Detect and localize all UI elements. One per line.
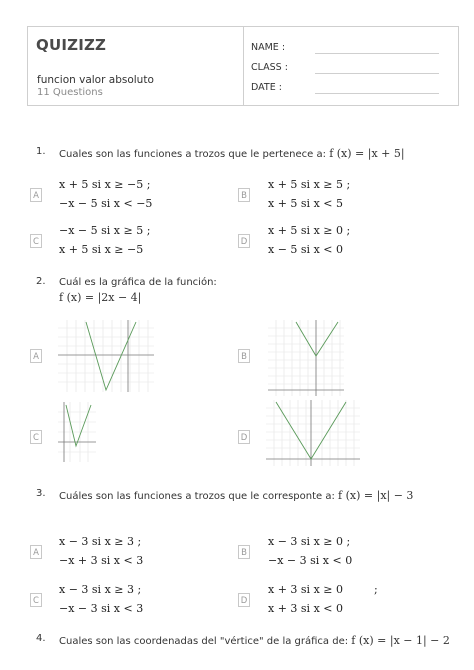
q3-option-a-line1: x − 3 si x ≥ 3 ; [59, 535, 142, 548]
q1-option-a-line2: −x − 5 si x < −5 [59, 197, 153, 210]
question-4-math: f (x) = |x − 1| − 2 [351, 634, 450, 647]
question-3-number: 3. [36, 488, 46, 499]
graph-option-b[interactable] [268, 320, 344, 396]
question-3-math: f (x) = |x| − 3 [338, 489, 414, 502]
quizizz-logo: QUIZIZZ [36, 36, 107, 54]
option-letter-d[interactable]: D [238, 593, 250, 607]
q1-option-c-line1: −x − 5 si x ≥ 5 ; [59, 224, 151, 237]
option-letter-c[interactable]: C [30, 593, 42, 607]
q3-option-d-line2: x + 3 si x < 0 [268, 602, 343, 615]
q1-option-a-line1: x + 5 si x ≥ −5 ; [59, 178, 151, 191]
date-field[interactable] [315, 93, 439, 94]
worksheet-header [27, 26, 459, 106]
date-label: DATE : [251, 82, 282, 93]
q1-option-d-line1: x + 5 si x ≥ 0 ; [268, 224, 351, 237]
option-letter-b[interactable]: B [238, 545, 250, 559]
question-1-math: f (x) = |x + 5| [329, 147, 405, 160]
option-letter-d[interactable]: D [238, 430, 250, 444]
name-label: NAME : [251, 42, 286, 53]
q3-option-c-line1: x − 3 si x ≥ 3 ; [59, 583, 142, 596]
q3-option-a-line2: −x + 3 si x < 3 [59, 554, 144, 567]
option-letter-b[interactable]: B [238, 349, 250, 363]
q1-option-b-line2: x + 5 si x < 5 [268, 197, 343, 210]
q3-option-d-semicolon: ; [374, 583, 378, 596]
option-letter-c[interactable]: C [30, 234, 42, 248]
option-letter-a[interactable]: A [30, 545, 42, 559]
name-field[interactable] [315, 53, 439, 54]
option-letter-d[interactable]: D [238, 234, 250, 248]
question-1-text: Cuales son las funciones a trozos que le pertenece a: f (x) = |x + 5| [59, 147, 405, 160]
option-letter-c[interactable]: C [30, 430, 42, 444]
question-2-number: 2. [36, 276, 46, 287]
q3-option-c-line2: −x − 3 si x < 3 [59, 602, 144, 615]
q3-option-d-line1: x + 3 si x ≥ 0 [268, 583, 343, 596]
question-2-math: f (x) = |2x − 4| [59, 291, 142, 304]
q1-option-c-line2: x + 5 si x ≥ −5 [59, 243, 144, 256]
option-letter-a[interactable]: A [30, 188, 42, 202]
question-1-number: 1. [36, 146, 46, 157]
worksheet-title: funcion valor absoluto [37, 74, 154, 86]
q1-option-d-line2: x − 5 si x < 0 [268, 243, 343, 256]
graph-option-d[interactable] [266, 400, 360, 466]
header-divider [243, 27, 244, 105]
graph-option-a[interactable] [58, 320, 154, 392]
q1-option-b-line1: x + 5 si x ≥ 5 ; [268, 178, 351, 191]
option-letter-a[interactable]: A [30, 349, 42, 363]
q3-option-b-line2: −x − 3 si x < 0 [268, 554, 353, 567]
question-2-text: Cuál es la gráfica de la función: [59, 277, 217, 288]
class-label: CLASS : [251, 62, 288, 73]
class-field[interactable] [315, 73, 439, 74]
graph-option-c[interactable] [58, 402, 96, 462]
q3-option-b-line1: x − 3 si x ≥ 0 ; [268, 535, 351, 548]
question-3-text: Cuáles son las funciones a trozos que le corresponte a: f (x) = |x| − 3 [59, 489, 414, 502]
option-letter-b[interactable]: B [238, 188, 250, 202]
question-count: 11 Questions [37, 87, 103, 98]
question-4-number: 4. [36, 633, 46, 644]
question-4-text: Cuales son las coordenadas del "vértice" de la gráfica de: f (x) = |x − 1| − 2 [59, 634, 450, 647]
